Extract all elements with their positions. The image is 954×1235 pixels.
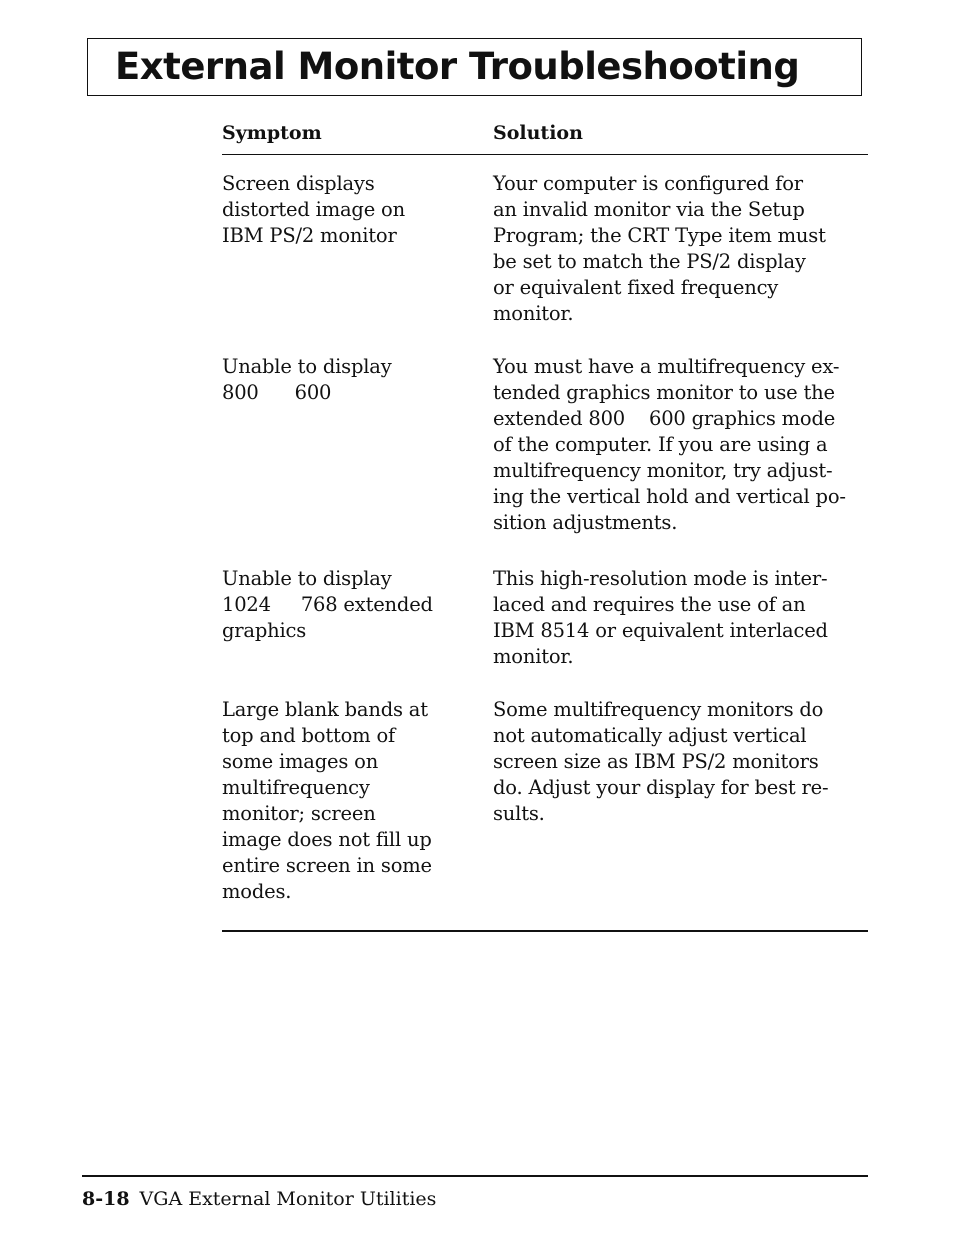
solution-line: IBM 8514 or equivalent interlaced <box>493 619 828 642</box>
footer-rule <box>82 1175 868 1177</box>
symptom-line: top and bottom of <box>222 724 396 747</box>
solution-cell <box>493 566 878 670</box>
symptom-column-header: Symptom <box>222 122 322 144</box>
solution-line: Some multifrequency monitors do <box>493 698 824 721</box>
solution-line: tended graphics monitor to use the <box>493 381 835 404</box>
symptom-line: IBM PS/2 monitor <box>222 224 397 247</box>
solution-cell <box>493 171 878 327</box>
solution-line: Your computer is configured for <box>493 172 803 195</box>
symptom-line: image does not fill up <box>222 828 432 851</box>
solution-line: not automatically adjust vertical <box>493 724 807 747</box>
symptom-line: Large blank bands at <box>222 698 428 721</box>
symptom-line: distorted image on <box>222 198 405 221</box>
symptom-cell <box>222 566 467 644</box>
page-title: External Monitor Troubleshooting <box>115 45 800 88</box>
symptom-cell <box>222 354 467 406</box>
solution-line: laced and requires the use of an <box>493 593 806 616</box>
symptom-line: Unable to display <box>222 355 392 378</box>
solution-line: extended 800 600 graphics mode <box>493 407 836 430</box>
symptom-line: entire screen in some <box>222 854 432 877</box>
solution-line: multifrequency monitor, try adjust- <box>493 459 833 482</box>
solution-line: monitor. <box>493 302 574 325</box>
header-rule <box>222 154 868 155</box>
title-box <box>87 38 862 96</box>
symptom-line: Screen displays <box>222 172 375 195</box>
symptom-cell <box>222 171 467 249</box>
solution-line: This high-resolution mode is inter- <box>493 567 828 590</box>
footer-section-title: VGA External Monitor Utilities <box>139 1188 437 1210</box>
solution-line: sults. <box>493 802 545 825</box>
solution-cell <box>493 697 878 827</box>
symptom-line: multifrequency <box>222 776 370 799</box>
solution-line: ing the vertical hold and vertical po- <box>493 485 846 508</box>
solution-cell <box>493 354 878 536</box>
symptom-line: graphics <box>222 619 307 642</box>
solution-column-header: Solution <box>493 122 583 144</box>
table-bottom-rule <box>222 930 868 932</box>
page-footer <box>82 1188 436 1210</box>
symptom-line: some images on <box>222 750 379 773</box>
symptom-cell <box>222 697 467 905</box>
symptom-line: monitor; screen <box>222 802 376 825</box>
symptom-line: Unable to display <box>222 567 392 590</box>
solution-line: You must have a multifrequency ex- <box>493 355 840 378</box>
solution-line: do. Adjust your display for best re- <box>493 776 829 799</box>
solution-line: of the computer. If you are using a <box>493 433 828 456</box>
symptom-line: 800 600 <box>222 381 332 404</box>
page-number: 8-18 <box>82 1188 130 1210</box>
solution-line: or equivalent fixed frequency <box>493 276 779 299</box>
solution-line: sition adjustments. <box>493 511 678 534</box>
solution-line: an invalid monitor via the Setup <box>493 198 805 221</box>
solution-line: monitor. <box>493 645 574 668</box>
solution-line: be set to match the PS/2 display <box>493 250 806 273</box>
solution-line: screen size as IBM PS/2 monitors <box>493 750 819 773</box>
symptom-line: modes. <box>222 880 292 903</box>
solution-line: Program; the CRT Type item must <box>493 224 826 247</box>
symptom-line: 1024 768 extended <box>222 593 433 616</box>
